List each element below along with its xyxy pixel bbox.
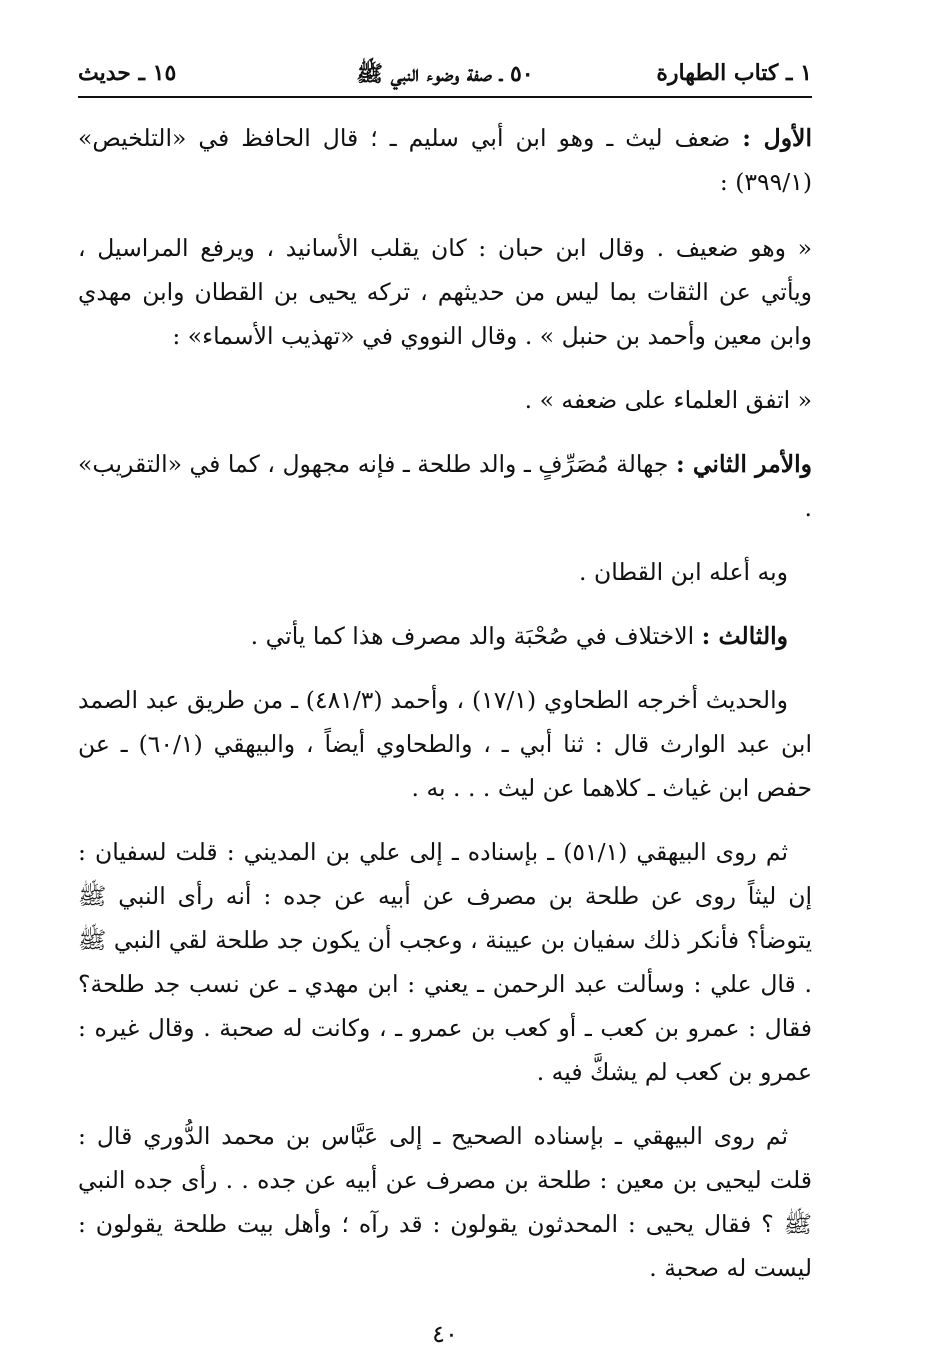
paragraph-text: « وهو ضعيف . وقال ابن حبان : كان يقلب الأسانيد ، ويرفع المراسيل ، ويأتي عن الثقات بما ليس من حديثهم ، تركه يحيى بن القطان وابن مهدي وابن معين وأحمد بن حنبل » . وقال النووي في «تهذيب الأسماء» : <box>78 234 812 350</box>
paragraph-text: وبه أعله ابن القطان . <box>579 558 788 586</box>
body-text <box>78 116 812 1310</box>
paragraph-bayhaqi-ibn-madini <box>78 830 812 1094</box>
page-number: ٤٠ <box>432 1320 458 1348</box>
paragraph-text: « اتفق العلماء على ضعفه » . <box>524 386 812 414</box>
paragraph-third-reason <box>78 614 812 658</box>
running-header <box>78 58 812 98</box>
paragraph-text: والحديث أخرجه الطحاوي (١٧/١) ، وأحمد (٤٨١/٣) ـ من طريق عبد الصمد ابن عبد الوارث قال : ثنا أبي ـ ، والطحاوي أيضاً ، والبيهقي (٦٠/١) ـ عن حفص ابن غياث ـ كلاهما عن ليث . . . به . <box>78 686 812 802</box>
paragraph-text: الاختلاف في صُحْبَة والد مصرف هذا كما يأتي . <box>250 622 702 650</box>
paragraph-first-reason <box>78 116 812 204</box>
header-hadith-number: ١٥ ـ حديث <box>78 60 177 86</box>
paragraph-ibn-al-qattan <box>78 550 812 594</box>
paragraph-lead: والثالث : <box>701 622 788 650</box>
paragraph-text: ثم روى البيهقي (٥١/١) ـ بإسناده ـ إلى علي بن المديني : قلت لسفيان : إن ليثاً روى عن طلحة بن مصرف عن أبيه عن جده : أنه رأى النبي ﷺ يتوضأ؟ فأنكر ذلك سفيان بن عيينة ، وعجب أن يكون جد طلحة لقي النبي ﷺ . قال علي : وسألت عبد الرحمن ـ يعني : ابن مهدي ـ عن نسب جد طلحة؟ فقال : عمرو بن كعب ـ أو كعب بن عمرو ـ ، وكانت له صحبة . وقال غيره : عمرو بن كعب لم يشكَّ فيه . <box>78 838 812 1086</box>
header-book-title: ١ ـ كتاب الطهارة <box>656 60 812 86</box>
header-chapter-title: ٥٠ ـ صفة وضوء النبي ﷺ <box>356 61 534 87</box>
book-page <box>78 58 812 1348</box>
paragraph-quote-ibn-hibban <box>78 226 812 358</box>
paragraph-takhrij <box>78 678 812 810</box>
paragraph-lead: والأمر الثاني : <box>675 450 812 478</box>
paragraph-text: جهالة مُصَرِّفٍ ـ والد طلحة ـ فإنه مجهول ، كما في «التقريب» . <box>78 450 812 522</box>
paragraph-second-reason <box>78 442 812 530</box>
paragraph-quote-nawawi <box>78 378 812 422</box>
paragraph-text: ضعف ليث ـ وهو ابن أبي سليم ـ ؛ قال الحافظ في «التلخيص» (٣٩٩/١) : <box>78 124 812 196</box>
paragraph-lead: الأول : <box>742 124 812 152</box>
paragraph-bayhaqi-duri <box>78 1114 812 1290</box>
paragraph-text: ثم روى البيهقي ـ بإسناده الصحيح ـ إلى عَبَّاس بن محمد الدُّوري قال : قلت ليحيى بن معين : طلحة بن مصرف عن أبيه عن جده . . رأى جده النبي ﷺ ؟ فقال يحيى : المحدثون يقولون : قد رآه ؛ وأهل بيت طلحة يقولون : ليست له صحبة . <box>78 1122 812 1282</box>
